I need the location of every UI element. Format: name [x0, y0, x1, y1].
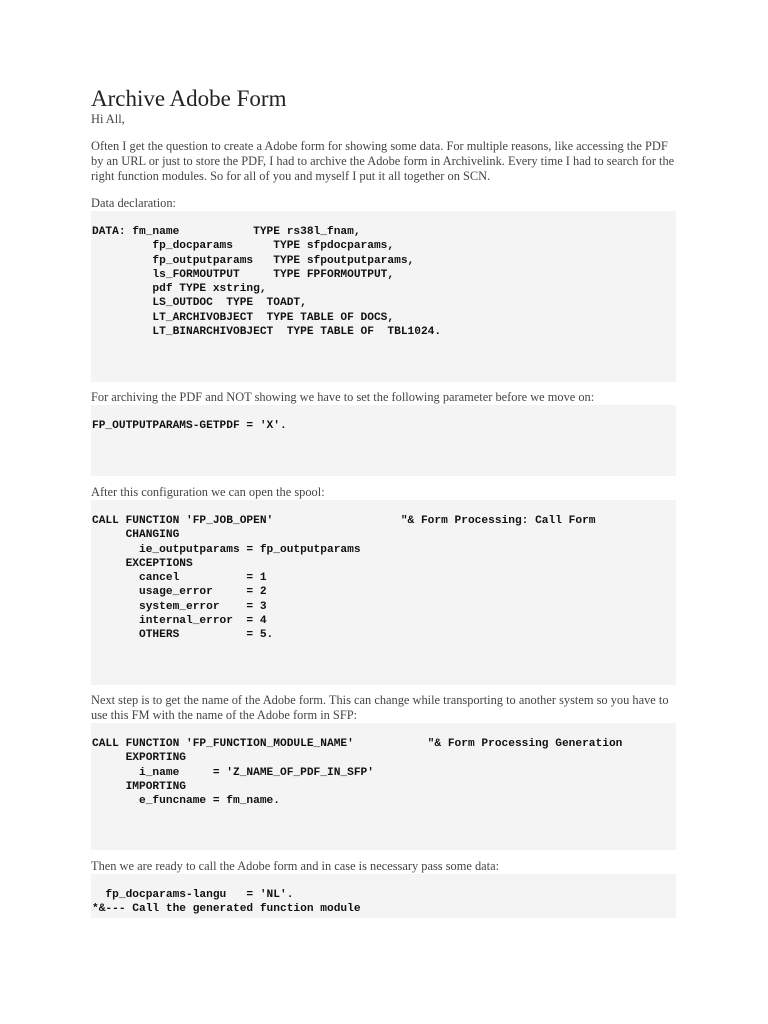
data-declaration-label: Data declaration:	[91, 196, 176, 210]
archiving-paragraph: For archiving the PDF and NOT showing we have to set the following parameter before we move on:	[91, 390, 595, 404]
code-block-call-form: fp_docparams-langu = 'NL'. *&--- Call the generated function module	[91, 874, 676, 918]
greeting-text: Hi All,	[91, 112, 125, 126]
code-block-data-declaration: DATA: fm_name TYPE rs38l_fnam, fp_docparams TYPE sfpdocparams, fp_outputparams TYPE sfpoutputparams, ls_FORMOUTPUT TYPE FPFORMOUTPUT, pdf TYPE xstring, LS_OUTDOC TYPE TOADT, LT_ARCHIVOBJECT TYPE TABLE OF DOCS, LT_BINARCHIVOBJECT TYPE TABLE OF TBL1024.	[91, 211, 676, 382]
document-page	[91, 86, 676, 918]
code-block-getpdf: FP_OUTPUTPARAMS-GETPDF = 'X'.	[91, 405, 676, 476]
code-block-job-open: CALL FUNCTION 'FP_JOB_OPEN' "& Form Processing: Call Form CHANGING ie_outputparams = fp_outputparams EXCEPTIONS cancel = 1 usage_error = 2 system_error = 3 internal_error = 4 OTHERS = 5.	[91, 500, 676, 685]
intro-paragraph: Often I get the question to create a Adobe form for showing some data. For multiple reasons, like accessing the PDF by an URL or just to store the PDF, I had to archive the Adobe form in Archivelink. Every time I had to search for the right function modules. So for all of you and myself I put it all together on SCN.	[91, 139, 675, 183]
next-step-paragraph: Next step is to get the name of the Adobe form. This can change while transporting to another system so you have to use this FM with the name of the Adobe form in SFP:	[91, 693, 669, 722]
spool-paragraph: After this configuration we can open the spool:	[91, 485, 325, 499]
document-title: Archive Adobe Form	[91, 86, 287, 111]
ready-paragraph: Then we are ready to call the Adobe form and in case is necessary pass some data:	[91, 859, 500, 873]
code-block-function-module-name: CALL FUNCTION 'FP_FUNCTION_MODULE_NAME' "& Form Processing Generation EXPORTING i_name = 'Z_NAME_OF_PDF_IN_SFP' IMPORTING e_funcname = fm_name.	[91, 723, 676, 850]
